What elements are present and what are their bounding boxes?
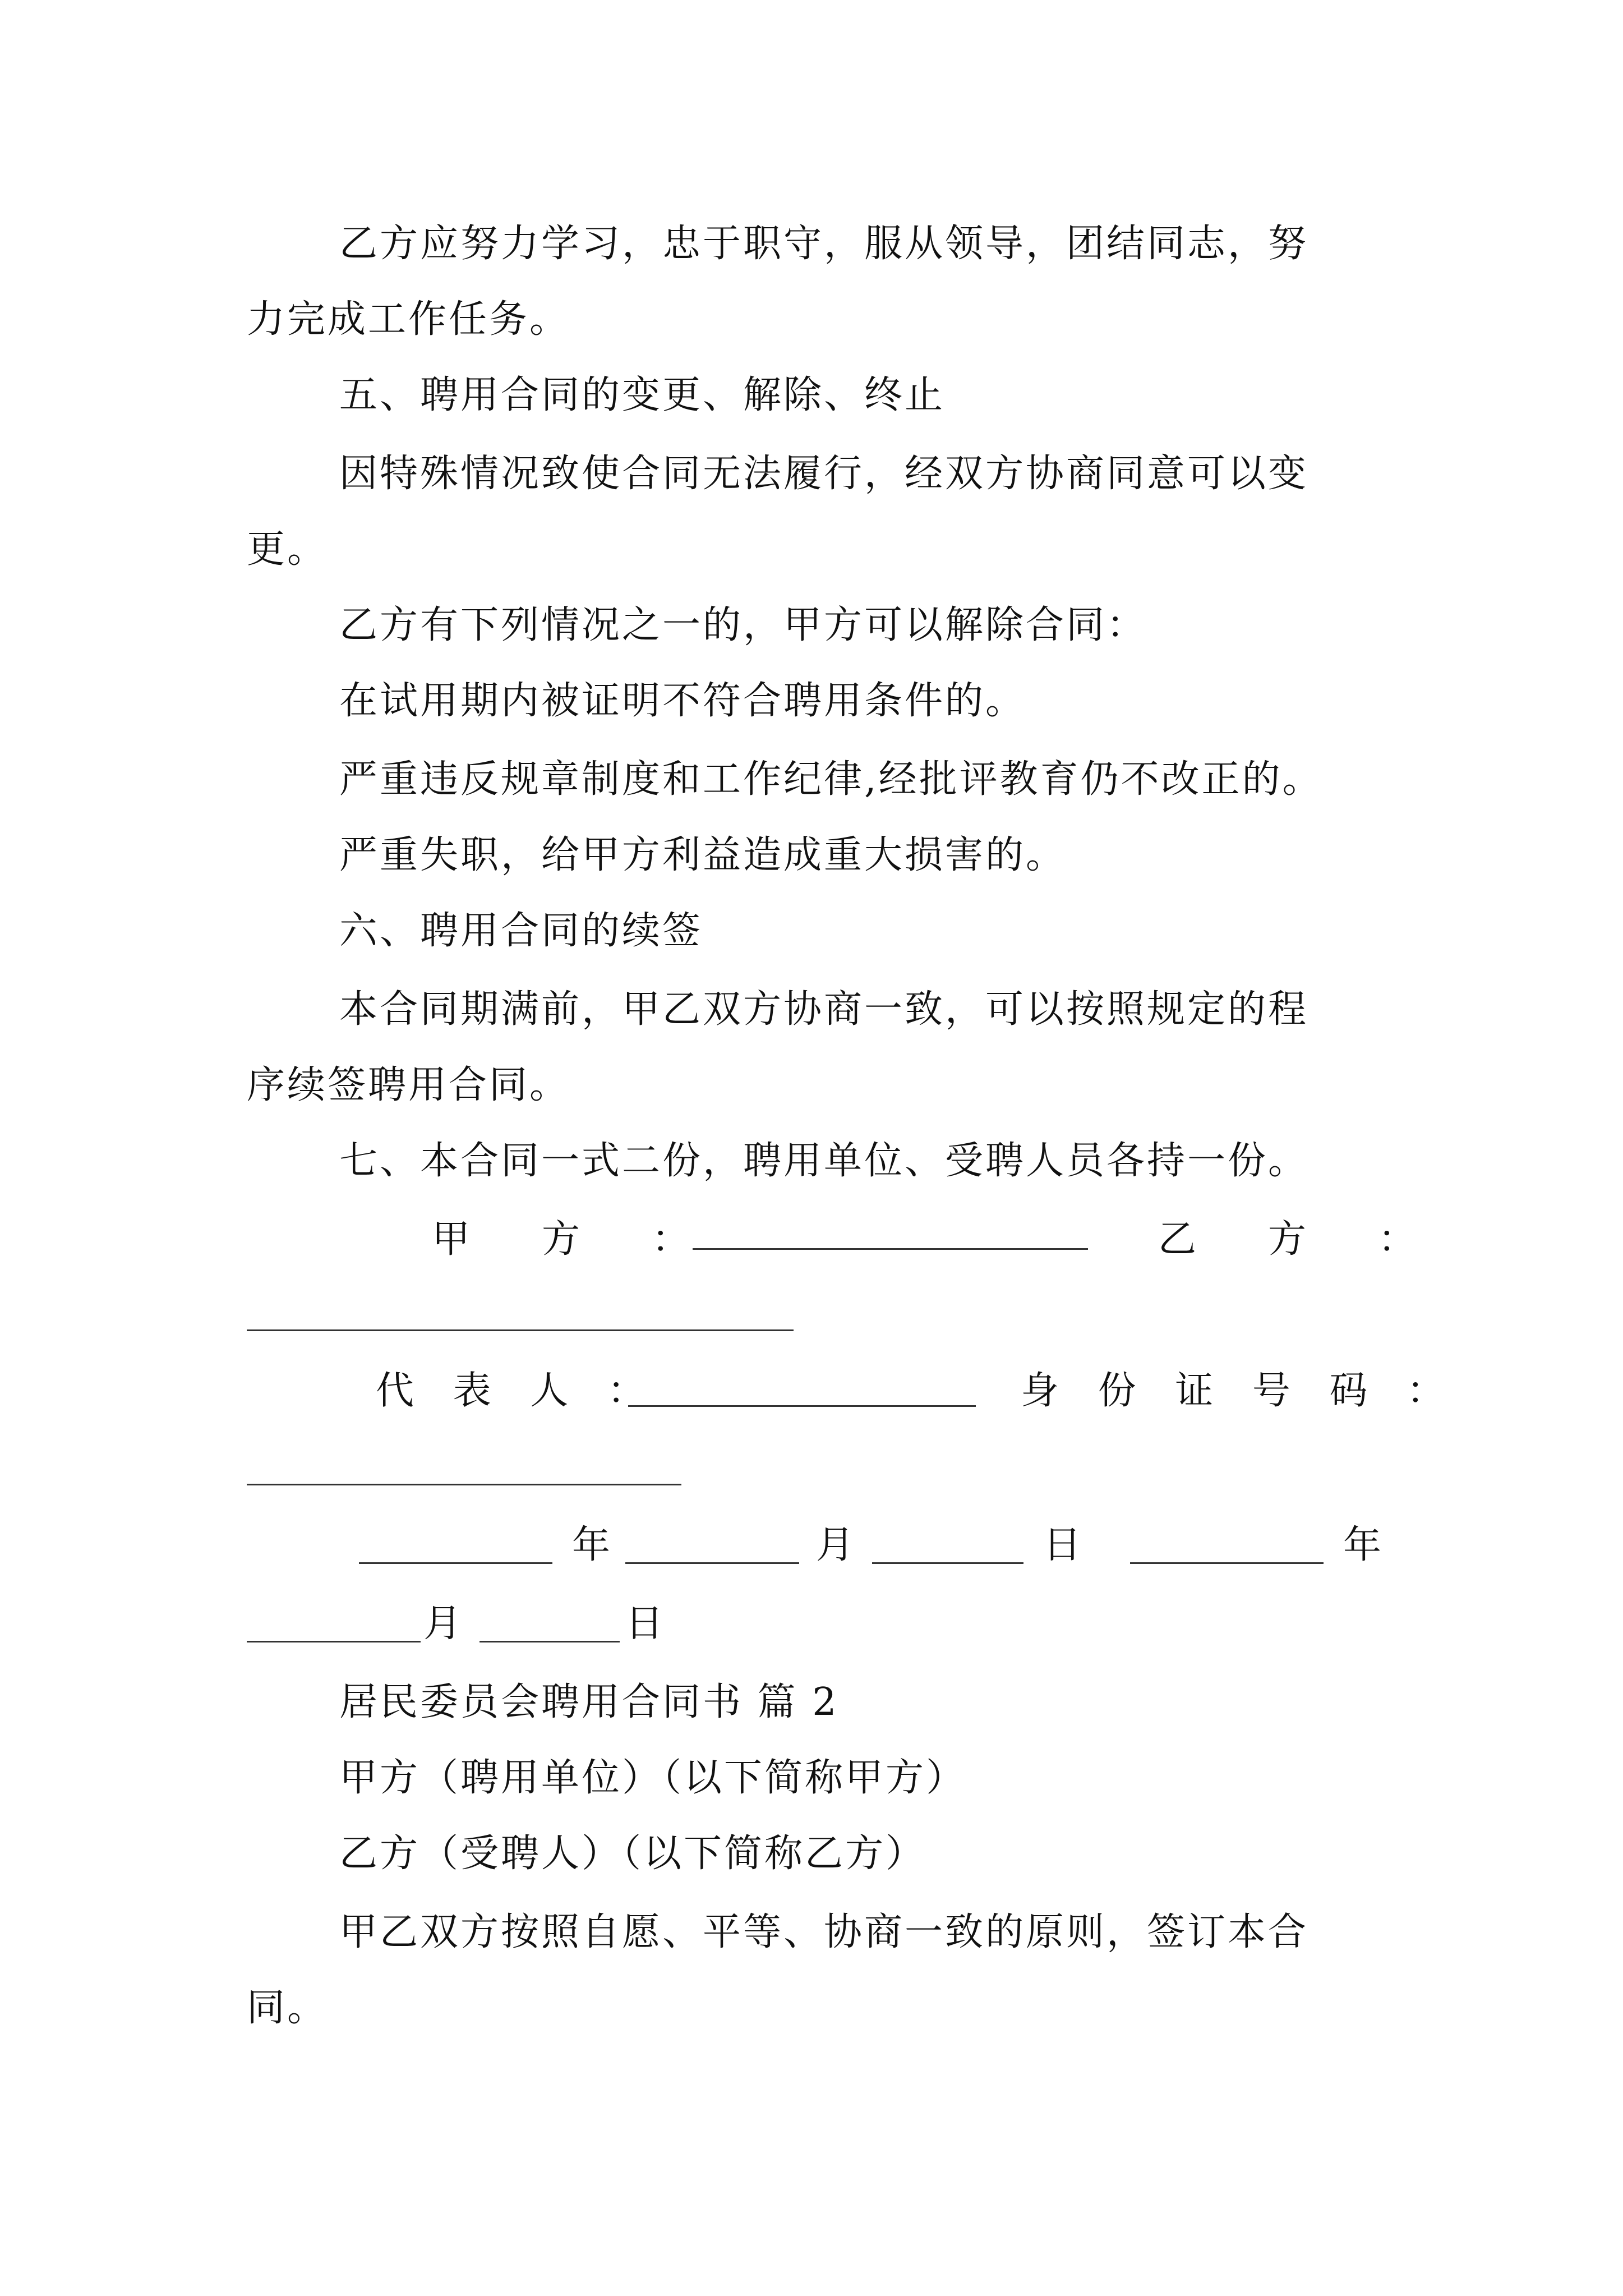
date-b-year-blank[interactable] xyxy=(1130,1562,1324,1564)
heading-section-5: 五、聘用合同的变更、解除、终止 xyxy=(339,373,946,417)
party-a-definition: 甲方（聘用单位）（以下简称甲方） xyxy=(339,1756,967,1800)
section-2-title: 居民委员会聘用合同书 篇 2 xyxy=(339,1680,839,1724)
paragraph-duty-cont: 力完成工作任务。 xyxy=(247,297,570,342)
party-a-blank[interactable] xyxy=(693,1248,1088,1250)
date-b-day-label: 日 xyxy=(625,1602,664,1646)
id-number-label: 身 份 证 号 码 ： xyxy=(1021,1369,1459,1413)
party-b-blank[interactable] xyxy=(247,1329,794,1331)
paragraph-principle: 甲乙双方按照自愿、平等、协商一致的原则，签订本合 xyxy=(339,1910,1309,1954)
id-number-blank[interactable] xyxy=(247,1484,681,1485)
paragraph-terminate: 乙方有下列情况之一的，甲方可以解除合同： xyxy=(339,603,1147,647)
date-a-month-blank[interactable] xyxy=(625,1562,799,1564)
paragraph-change: 因特殊情况致使合同无法履行，经双方协商同意可以变 xyxy=(339,452,1309,496)
date-a-day-label: 日 xyxy=(1043,1523,1082,1567)
date-b-month-blank[interactable] xyxy=(247,1641,421,1642)
date-b-month-label: 月 xyxy=(423,1602,462,1646)
date-a-month-label: 月 xyxy=(816,1523,855,1567)
party-b-definition: 乙方（受聘人）（以下简称乙方） xyxy=(339,1832,926,1876)
list-item-violation: 严重违反规章制度和工作纪律,经批评教育仍不改正的。 xyxy=(339,757,1323,802)
date-a-day-blank[interactable] xyxy=(872,1562,1023,1564)
list-item-negligence: 严重失职，给甲方利益造成重大损害的。 xyxy=(339,833,1067,877)
date-b-day-blank[interactable] xyxy=(479,1641,620,1642)
paragraph-duty: 乙方应努力学习，忠于职守，服从领导，团结同志，努 xyxy=(339,222,1309,266)
party-b-label: 乙 方 ： xyxy=(1158,1217,1433,1262)
heading-section-7: 七、本合同一式二份，聘用单位、受聘人员各持一份。 xyxy=(339,1139,1309,1183)
party-a-label: 甲 方 ： xyxy=(432,1217,707,1262)
paragraph-principle-cont: 同。 xyxy=(247,1986,328,2030)
paragraph-change-cont: 更。 xyxy=(247,527,328,572)
paragraph-renewal: 本合同期满前，甲乙双方协商一致，可以按照规定的程 xyxy=(339,987,1309,1032)
date-a-year-blank[interactable] xyxy=(359,1562,552,1564)
representative-blank[interactable] xyxy=(628,1405,976,1407)
date-b-year-label: 年 xyxy=(1343,1523,1382,1567)
heading-section-6: 六、聘用合同的续签 xyxy=(339,909,703,953)
paragraph-renewal-cont: 序续签聘用合同。 xyxy=(247,1063,570,1107)
date-a-year-label: 年 xyxy=(572,1523,611,1567)
list-item-probation: 在试用期内被证明不符合聘用条件的。 xyxy=(339,679,1026,723)
representative-label: 代 表 人 ： xyxy=(376,1369,659,1413)
